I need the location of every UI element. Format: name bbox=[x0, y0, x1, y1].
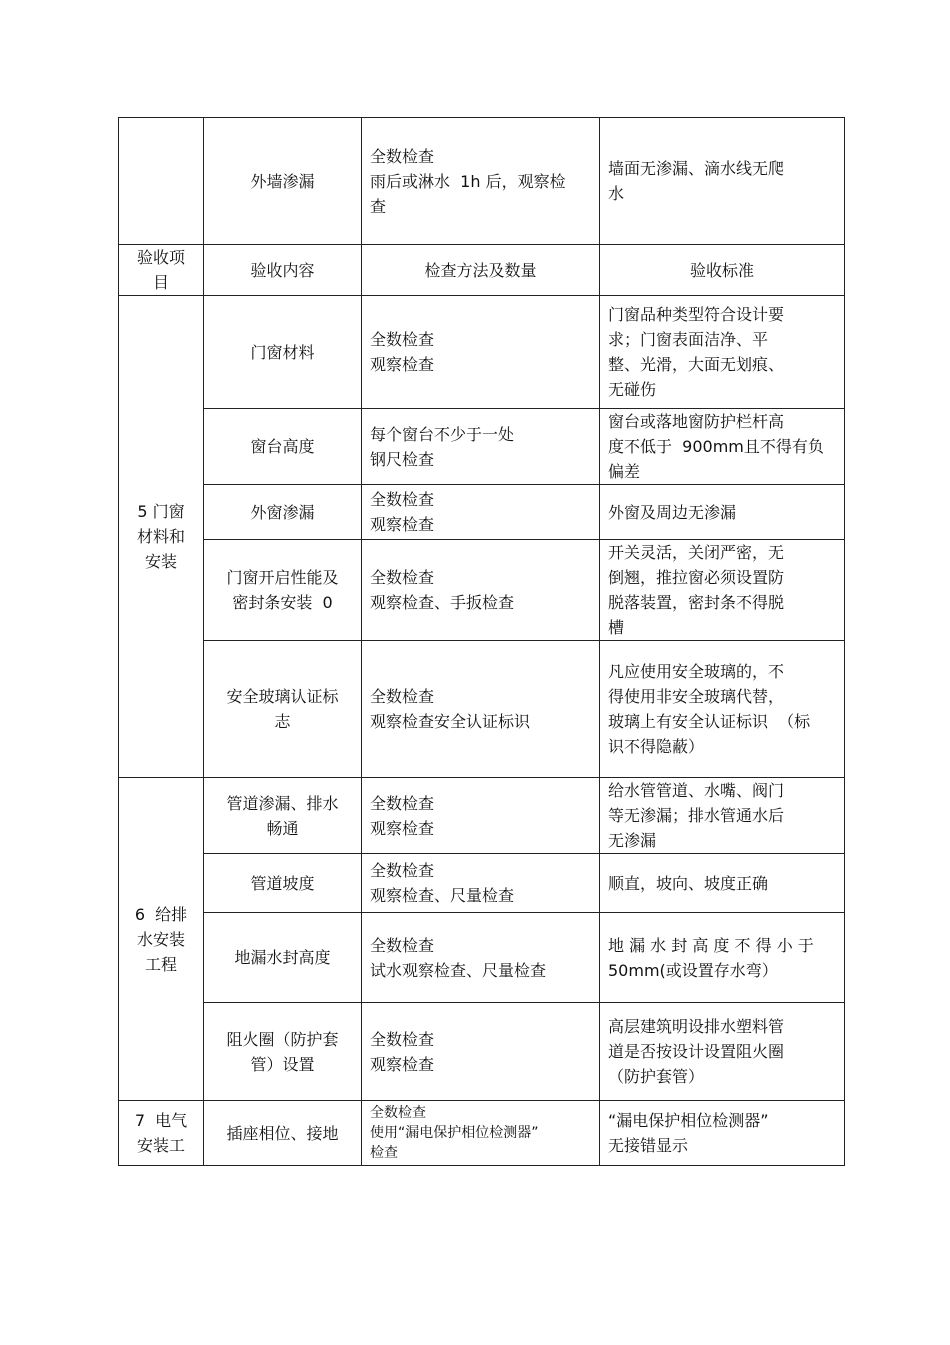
standard-cell bbox=[600, 1101, 845, 1166]
standard-text: 槽 bbox=[608, 618, 625, 637]
standard-text: 高层建筑明设排水塑料管 bbox=[608, 1017, 785, 1036]
content-text: 志 bbox=[274, 712, 291, 731]
project-text: 安装 bbox=[144, 552, 177, 571]
method-text: 观察检查 bbox=[370, 355, 435, 374]
standard-text: 门窗品种类型符合设计要 bbox=[608, 305, 785, 324]
table-row bbox=[119, 641, 845, 778]
project-cell bbox=[119, 1101, 204, 1166]
standard-text: 脱落装置，密封条不得脱 bbox=[608, 593, 785, 612]
project-text: 5 门窗 bbox=[137, 502, 185, 521]
standard-text: 给水管管道、水嘴、阀门 bbox=[608, 781, 785, 800]
method-text: 全数检查 bbox=[370, 1029, 435, 1049]
content-text: 安全玻璃认证标 bbox=[226, 687, 339, 706]
standard-cell bbox=[600, 485, 845, 540]
method-text: 全数检查 bbox=[370, 793, 435, 813]
content-text: 外墙渗漏 bbox=[250, 171, 315, 191]
standard-text: 整、光滑，大面无划痕、 bbox=[608, 355, 785, 374]
standard-cell bbox=[600, 540, 845, 641]
method-text: 全数检查 bbox=[370, 568, 435, 587]
method-text: 全数检查 bbox=[370, 687, 435, 706]
method-text: 每个窗台不少于一处 bbox=[370, 424, 515, 444]
table-row bbox=[119, 1003, 845, 1101]
table-row bbox=[119, 118, 845, 245]
method-text: 观察检查 bbox=[370, 1054, 435, 1074]
header-row bbox=[119, 245, 845, 296]
standard-text: 得使用非安全玻璃代替， bbox=[608, 687, 785, 706]
method-text: 试水观察检查、尺量检查 bbox=[370, 960, 547, 980]
method-text: 观察检查、尺量检查 bbox=[370, 886, 515, 905]
table-row bbox=[119, 1101, 845, 1166]
standard-text: 凡应使用安全玻璃的，不 bbox=[608, 662, 785, 681]
standard-text: 倒翘，推拉窗必须设置防 bbox=[608, 568, 785, 587]
project-text: 工程 bbox=[144, 954, 177, 974]
project-text: 7 电气 bbox=[134, 1111, 188, 1130]
content-cell bbox=[204, 296, 362, 409]
method-text: 观察检查 bbox=[370, 515, 435, 534]
method-text: 检查 bbox=[370, 1145, 398, 1161]
content-cell bbox=[204, 409, 362, 485]
method-text: 观察检查安全认证标识 bbox=[370, 712, 531, 731]
standard-cell bbox=[600, 118, 845, 245]
standard-text: 求；门窗表面洁净、平 bbox=[608, 330, 769, 349]
method-cell bbox=[362, 778, 600, 854]
content-text: 管道渗漏、排水 bbox=[226, 793, 339, 813]
header-text: 验收标准 bbox=[689, 260, 754, 280]
content-cell bbox=[204, 540, 362, 641]
content-text: 地漏水封高度 bbox=[234, 948, 331, 967]
content-cell bbox=[204, 1003, 362, 1101]
content-text: 密封条安装 0 bbox=[232, 593, 333, 612]
content-text: 门窗材料 bbox=[250, 342, 315, 362]
content-cell bbox=[204, 1101, 362, 1166]
standard-cell bbox=[600, 409, 845, 485]
content-cell bbox=[204, 485, 362, 540]
header-content bbox=[204, 245, 362, 296]
standard-text: 墙面无渗漏、滴水线无爬 bbox=[608, 159, 785, 178]
standard-text: 50mm(或设置存水弯） bbox=[608, 960, 778, 980]
method-text: 查 bbox=[370, 196, 387, 216]
standard-text: 玻璃上有安全认证标识 （标 bbox=[608, 712, 811, 731]
standard-text: 窗台或落地窗防护栏杆高 bbox=[608, 412, 785, 431]
method-cell bbox=[362, 1101, 600, 1166]
standard-cell bbox=[600, 296, 845, 409]
project-cell bbox=[119, 118, 204, 245]
standard-text: 无渗漏 bbox=[608, 831, 657, 850]
standard-cell bbox=[600, 913, 845, 1003]
standard-text: 度不低于 900mm且不得有负 bbox=[608, 437, 824, 456]
standard-text: 识不得隐蔽） bbox=[608, 737, 705, 756]
project-text: 材料和 bbox=[136, 527, 185, 546]
method-cell bbox=[362, 296, 600, 409]
standard-text: 顺直，坡向、坡度正确 bbox=[608, 873, 769, 893]
method-text: 全数检查 bbox=[370, 1105, 426, 1121]
method-cell bbox=[362, 913, 600, 1003]
standard-text: “漏电保护相位检测器” bbox=[608, 1111, 769, 1130]
method-text: 全数检查 bbox=[370, 490, 435, 509]
method-text: 观察检查、手扳检查 bbox=[370, 593, 515, 612]
project-text: 安装工 bbox=[136, 1136, 185, 1155]
method-text: 观察检查 bbox=[370, 818, 435, 838]
method-cell bbox=[362, 118, 600, 245]
method-cell bbox=[362, 485, 600, 540]
content-text: 阻火圈（防护套 bbox=[226, 1029, 339, 1049]
table-row bbox=[119, 540, 845, 641]
method-cell bbox=[362, 1003, 600, 1101]
method-text: 使用“漏电保护相位检测器” bbox=[370, 1125, 539, 1141]
header-text: 验收内容 bbox=[250, 260, 315, 280]
standard-text: 外窗及周边无渗漏 bbox=[608, 502, 737, 522]
table-row bbox=[119, 913, 845, 1003]
acceptance-table bbox=[118, 117, 845, 1166]
content-cell bbox=[204, 913, 362, 1003]
project-text: 水安装 bbox=[136, 929, 185, 949]
content-text: 门窗开启性能及 bbox=[226, 568, 339, 587]
standard-cell bbox=[600, 854, 845, 913]
standard-text: 无碰伤 bbox=[608, 380, 657, 399]
header-method bbox=[362, 245, 600, 296]
content-cell bbox=[204, 854, 362, 913]
project-cell bbox=[119, 296, 204, 778]
method-text: 全数检查 bbox=[370, 861, 435, 880]
table-row bbox=[119, 296, 845, 409]
standard-text: 水 bbox=[608, 184, 625, 203]
standard-cell bbox=[600, 641, 845, 778]
content-text: 窗台高度 bbox=[250, 437, 315, 456]
standard-text: 地 漏 水 封 高 度 不 得 小 于 bbox=[608, 935, 814, 955]
table-row bbox=[119, 778, 845, 854]
content-cell bbox=[204, 641, 362, 778]
content-text: 插座相位、接地 bbox=[226, 1123, 339, 1143]
standard-text: 开关灵活，关闭严密，无 bbox=[608, 543, 785, 562]
method-text: 全数检查 bbox=[370, 146, 435, 166]
standard-cell bbox=[600, 1003, 845, 1101]
method-text: 雨后或淋水 1h 后，观察检 bbox=[370, 171, 566, 191]
method-text: 全数检查 bbox=[370, 330, 435, 349]
table-row bbox=[119, 854, 845, 913]
table-row bbox=[119, 409, 845, 485]
project-cell bbox=[119, 778, 204, 1101]
standard-text: 偏差 bbox=[608, 462, 641, 481]
method-cell bbox=[362, 854, 600, 913]
method-text: 钢尺检查 bbox=[370, 449, 435, 469]
header-standard bbox=[600, 245, 845, 296]
standard-text: 无接错显示 bbox=[608, 1136, 689, 1155]
content-text: 外窗渗漏 bbox=[250, 502, 315, 522]
content-cell bbox=[204, 778, 362, 854]
content-cell bbox=[204, 118, 362, 245]
header-text: 验收项 bbox=[136, 248, 185, 267]
method-cell bbox=[362, 409, 600, 485]
header-text: 目 bbox=[152, 273, 169, 292]
standard-text: 道是否按设计设置阻火圈 bbox=[608, 1042, 785, 1061]
method-cell bbox=[362, 641, 600, 778]
header-project bbox=[119, 245, 204, 296]
content-text: 管道坡度 bbox=[250, 873, 315, 893]
standard-text: 等无渗漏；排水管通水后 bbox=[608, 806, 785, 825]
method-cell bbox=[362, 540, 600, 641]
standard-cell bbox=[600, 778, 845, 854]
content-text: 畅通 bbox=[266, 818, 299, 838]
project-text: 6 给排 bbox=[134, 904, 188, 924]
header-text: 检查方法及数量 bbox=[424, 260, 537, 280]
method-text: 全数检查 bbox=[370, 935, 435, 955]
content-text: 管）设置 bbox=[250, 1054, 315, 1074]
table-row bbox=[119, 485, 845, 540]
standard-text: （防护套管） bbox=[608, 1067, 705, 1086]
